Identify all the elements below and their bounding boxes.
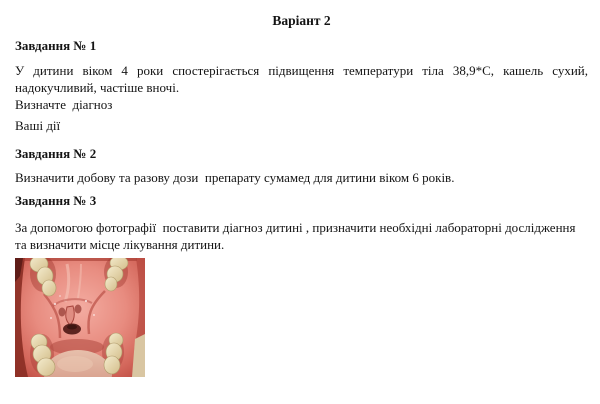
task-3-heading: Завдання № 3: [15, 193, 97, 208]
task-1-prompt-diagnosis: Визначте діагноз: [15, 97, 113, 112]
task-1-section: [15, 37, 588, 134]
task-2-heading: Завдання № 2: [15, 146, 97, 161]
task-1-text-line-2: надокучливий, частіше вночі.: [15, 80, 180, 95]
task-2-section: [15, 145, 588, 186]
throat-photo: [15, 258, 145, 377]
task-2-text: Визначити добову та разову дози препарату сумамед для дитини віком 6 років.: [15, 170, 455, 185]
task-3-section: [15, 192, 588, 253]
throat-photo-illustration: [15, 258, 145, 377]
task-1-heading: Завдання № 1: [15, 38, 97, 53]
task-1-prompt-actions: Ваші дії: [15, 118, 61, 133]
task-3-text-line-1: За допомогою фотографії поставити діагноз дитині , призначити необхідні лабораторні дослідження: [15, 220, 576, 235]
task-3-text-line-2: та визначити місце лікування дитини.: [15, 237, 225, 252]
task-1-text-line-1: У дитини віком 4 роки спостерігається підвищення температури тіла 38,9*С, кашель сухий,: [15, 63, 588, 78]
page-title: Варіант 2: [272, 13, 331, 28]
